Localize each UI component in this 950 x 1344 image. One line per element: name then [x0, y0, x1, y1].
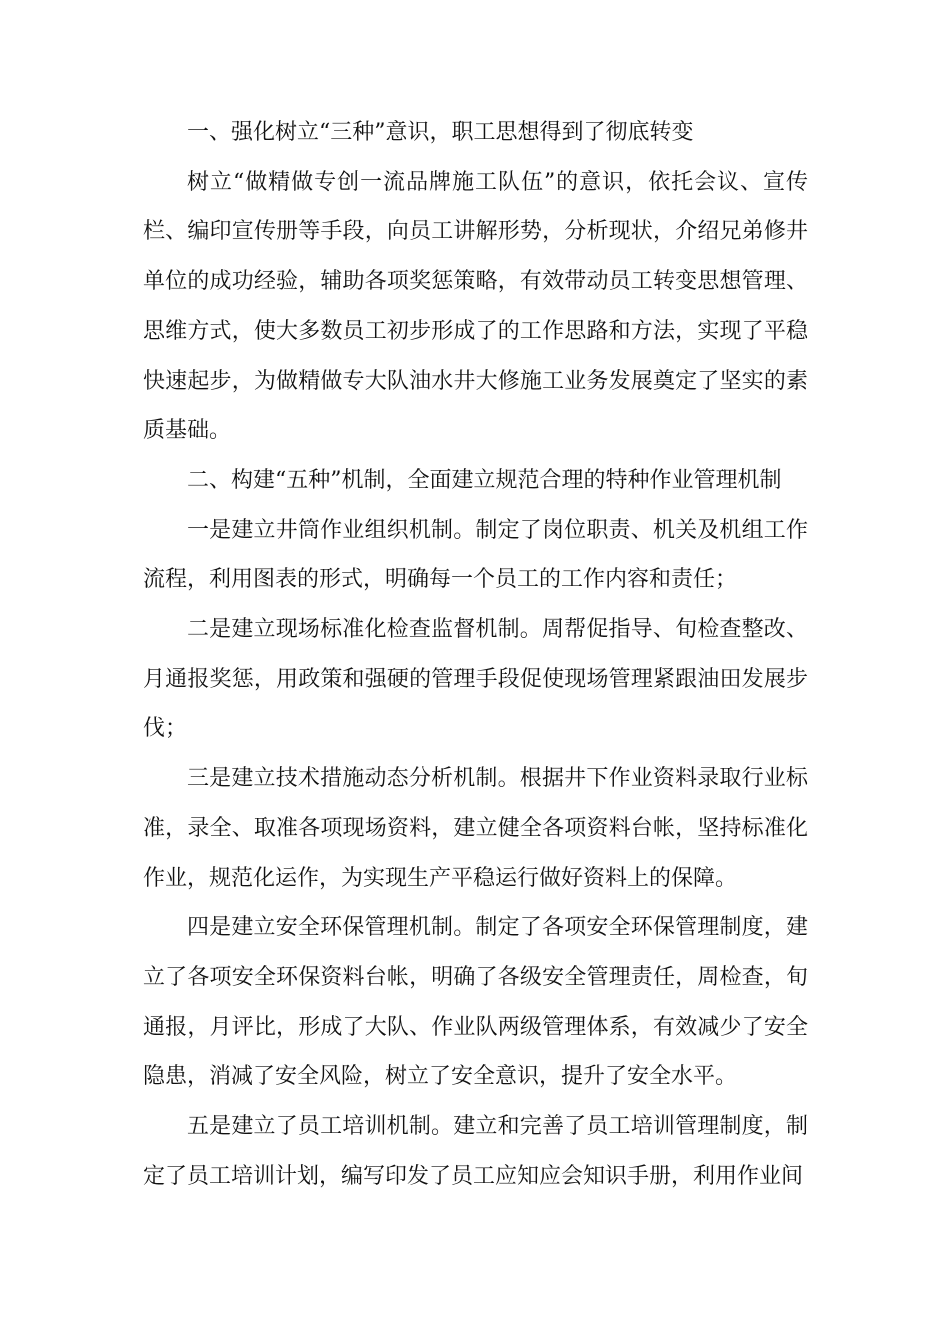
- paragraph-2: 一是建立井筒作业组织机制。制定了岗位职责、机关及机组工作流程，利用图表的形式，明确每一个员工的工作内容和责任；: [143, 517, 808, 593]
- paragraph-3: 二是建立现场标准化检查监督机制。周帮促指导、旬检查整改、月通报奖惩，用政策和强硬的管理手段促使现场管理紧跟油田发展步伐；: [143, 617, 808, 742]
- document-page: [143, 108, 808, 1201]
- paragraph-1: 树立“做精做专创一流品牌施工队伍”的意识，依托会议、宣传栏、编印宣传册等手段，向员工讲解形势，分析现状，介绍兄弟修井单位的成功经验，辅助各项奖惩策略，有效带动员工转变思想管理、思维方式，使大多数员工初步形成了的工作思路和方法，实现了平稳快速起步，为做精做专大队油水井大修施工业务发展奠定了坚实的素质基础。: [143, 169, 808, 444]
- paragraph-5: 四是建立安全环保管理机制。制定了各项安全环保管理制度，建立了各项安全环保资料台帐，明确了各级安全管理责任，周检查，旬通报，月评比，形成了大队、作业队两级管理体系，有效减少了安全隐患，消减了安全风险，树立了安全意识，提升了安全水平。: [143, 915, 808, 1090]
- section-heading-2: 二、构建“五种”机制，全面建立规范合理的特种作业管理机制: [187, 467, 782, 493]
- paragraph-4: 三是建立技术措施动态分析机制。根据井下作业资料录取行业标准，录全、取准各项现场资料，建立健全各项资料台帐，坚持标准化作业，规范化运作，为实现生产平稳运行做好资料上的保障。: [143, 766, 808, 891]
- paragraph-6: 五是建立了员工培训机制。建立和完善了员工培训管理制度，制定了员工培训计划，编写印发了员工应知应会知识手册，利用作业间: [143, 1114, 808, 1189]
- section-heading-1: 一、强化树立“三种”意识，职工思想得到了彻底转变: [187, 120, 694, 145]
